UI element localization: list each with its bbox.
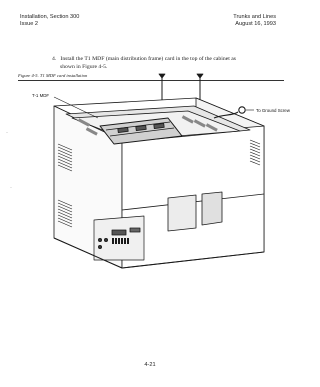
cabinet-illustration	[18, 70, 286, 276]
callout-t1-mdf: T-1 MDF	[32, 93, 50, 98]
ground-ring-terminal	[239, 107, 245, 113]
step-text: Install the T1 MDF (main distribution frame) card in the top of the cabinet as	[60, 56, 236, 62]
page-number: 4-21	[144, 362, 156, 368]
running-header-left	[20, 14, 79, 27]
panel-switch	[104, 238, 107, 241]
callout-ground-screw: To Ground Screw	[256, 108, 290, 113]
running-header-right	[233, 14, 276, 27]
scan-mark: ·	[6, 130, 8, 136]
power-supply-block	[168, 195, 196, 231]
panel-switch	[98, 238, 101, 241]
scan-mark: ·	[10, 185, 12, 191]
panel-connector	[130, 228, 140, 232]
panel-switch	[98, 245, 101, 248]
issue-date: August 16, 1993	[235, 20, 276, 27]
instruction-step	[52, 56, 288, 71]
chapter-title: Trunks and Lines	[233, 14, 276, 20]
step-text-continued: shown in Figure 4-5.	[60, 63, 108, 70]
figure-caption: Figure 4-5. T1 MDF card installation	[18, 73, 88, 78]
issue-number: Issue 2	[20, 20, 39, 27]
section-title: Installation, Section 300	[20, 14, 80, 20]
panel-connector	[112, 230, 126, 235]
step-number: 4.	[52, 56, 57, 62]
